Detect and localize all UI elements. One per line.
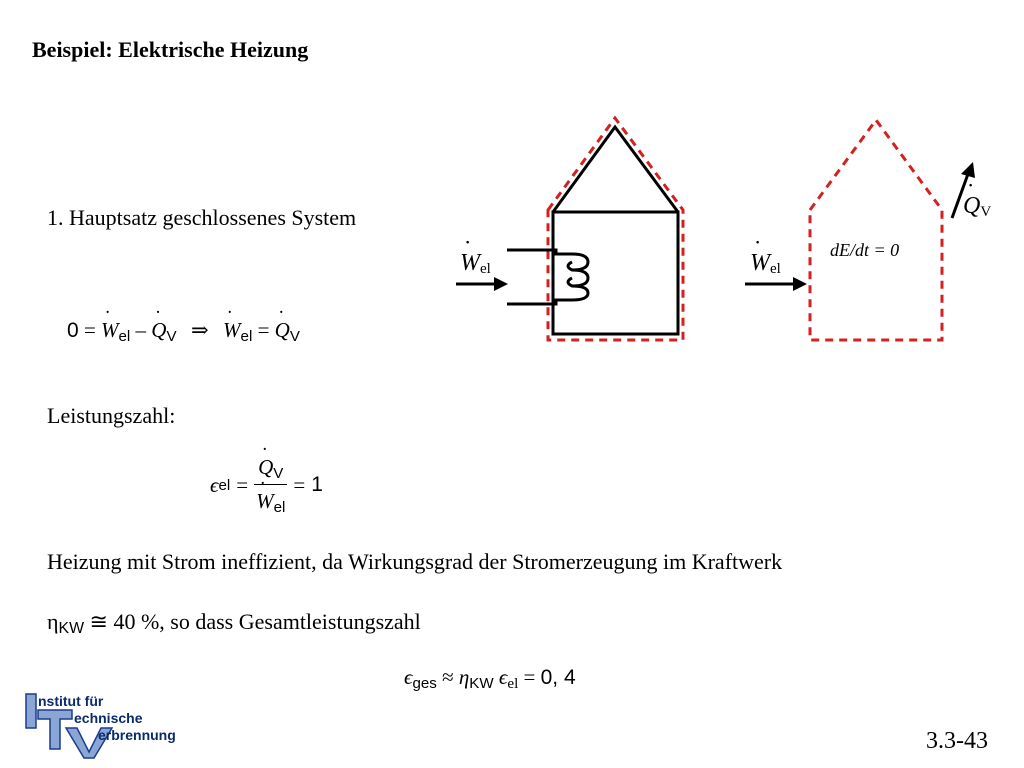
eq2-w-sub: el <box>273 498 286 516</box>
heat-output-label <box>963 193 991 221</box>
eq1-w2: ˙ W <box>223 318 241 343</box>
eq2-w: ˙ W <box>256 489 274 514</box>
eq2-one: 1 <box>311 473 323 497</box>
eq3-epsilon-sub: ges <box>412 674 437 692</box>
page-number: 3.3-43 <box>926 728 988 754</box>
eq1-w-sub: el <box>118 327 131 345</box>
right-power-label <box>750 250 781 278</box>
eq2-q: ˙ Q <box>258 455 273 480</box>
left-input-arrow <box>456 277 508 291</box>
eq1-equals: = <box>83 318 96 342</box>
coil-wire-top <box>507 250 572 254</box>
left-house-body <box>553 212 678 334</box>
left-power-symbol: ˙ W <box>460 250 480 277</box>
institute-logo <box>22 690 192 760</box>
eta-sub: KW <box>58 619 85 637</box>
eq3-eta-sub: KW <box>469 674 494 692</box>
eq3-approx: ≈ <box>442 665 454 689</box>
eq1-q: ˙ Q <box>151 318 166 343</box>
eq3-epsilon: ϵ <box>404 665 413 689</box>
eq2-equals2: = <box>293 472 306 497</box>
right-input-arrow <box>745 277 807 291</box>
slide-title: Beispiel: Elektrische Heizung <box>32 37 309 62</box>
eq1-w: ˙ W <box>101 318 119 343</box>
energy-balance-label: dE/dt = 0 <box>830 240 900 260</box>
eq2-equals: = <box>236 472 249 497</box>
left-house <box>553 127 678 334</box>
leistungszahl-label: Leistungszahl: <box>47 403 176 428</box>
right-power-sub: el <box>770 261 781 277</box>
eq3-eta: η <box>458 665 470 689</box>
implies-symbol: ⇒ <box>190 318 209 342</box>
paragraph-line-1: Heizung mit Strom ineffizient, da Wirkungsgrad der Stromerzeugung im Kraftwerk <box>47 549 783 574</box>
coil-windings <box>568 254 588 300</box>
heat-output-sub: V <box>980 204 992 220</box>
paragraph-line-2-rest: ≅ 40 %, so dass Gesamtleistungszahl <box>84 609 421 634</box>
logo-i <box>26 694 36 728</box>
eq1-zero: 0 <box>67 319 79 342</box>
eq3-epsilon2: ϵ <box>498 665 508 689</box>
eq3-value: 0, 4 <box>540 666 576 689</box>
eq1-q2: ˙ Q <box>275 318 290 343</box>
logo-line-3: erbrennung <box>98 727 176 743</box>
eq3-el-sub: el <box>507 675 519 692</box>
eq1-w2-sub: el <box>240 327 253 345</box>
eq1-minus: – <box>135 318 147 342</box>
eq1-equals2: = <box>257 318 270 342</box>
left-power-sub: el <box>480 261 491 277</box>
coil-wire-bottom <box>507 300 572 304</box>
right-system-boundary <box>810 120 942 340</box>
logo-line-1: nstitut für <box>38 693 104 709</box>
logo-line-2: echnische <box>74 710 143 726</box>
left-system-boundary <box>548 118 683 340</box>
eq1-q2-sub: V <box>289 327 300 345</box>
eq2-epsilon: ϵ <box>210 472 219 497</box>
heat-output-symbol: ˙ Q <box>963 193 980 220</box>
right-power-symbol: ˙ W <box>750 250 770 277</box>
eta-symbol: η <box>47 609 59 634</box>
section-heading: 1. Hauptsatz geschlossenes System <box>47 205 357 230</box>
eq2-q-sub: V <box>273 464 284 482</box>
left-power-label <box>460 250 491 278</box>
left-house-roof <box>553 127 678 212</box>
eq2-epsilon-sub: el <box>218 476 231 494</box>
eq3-equals: = <box>523 665 536 689</box>
eq1-q-sub: V <box>166 327 177 345</box>
